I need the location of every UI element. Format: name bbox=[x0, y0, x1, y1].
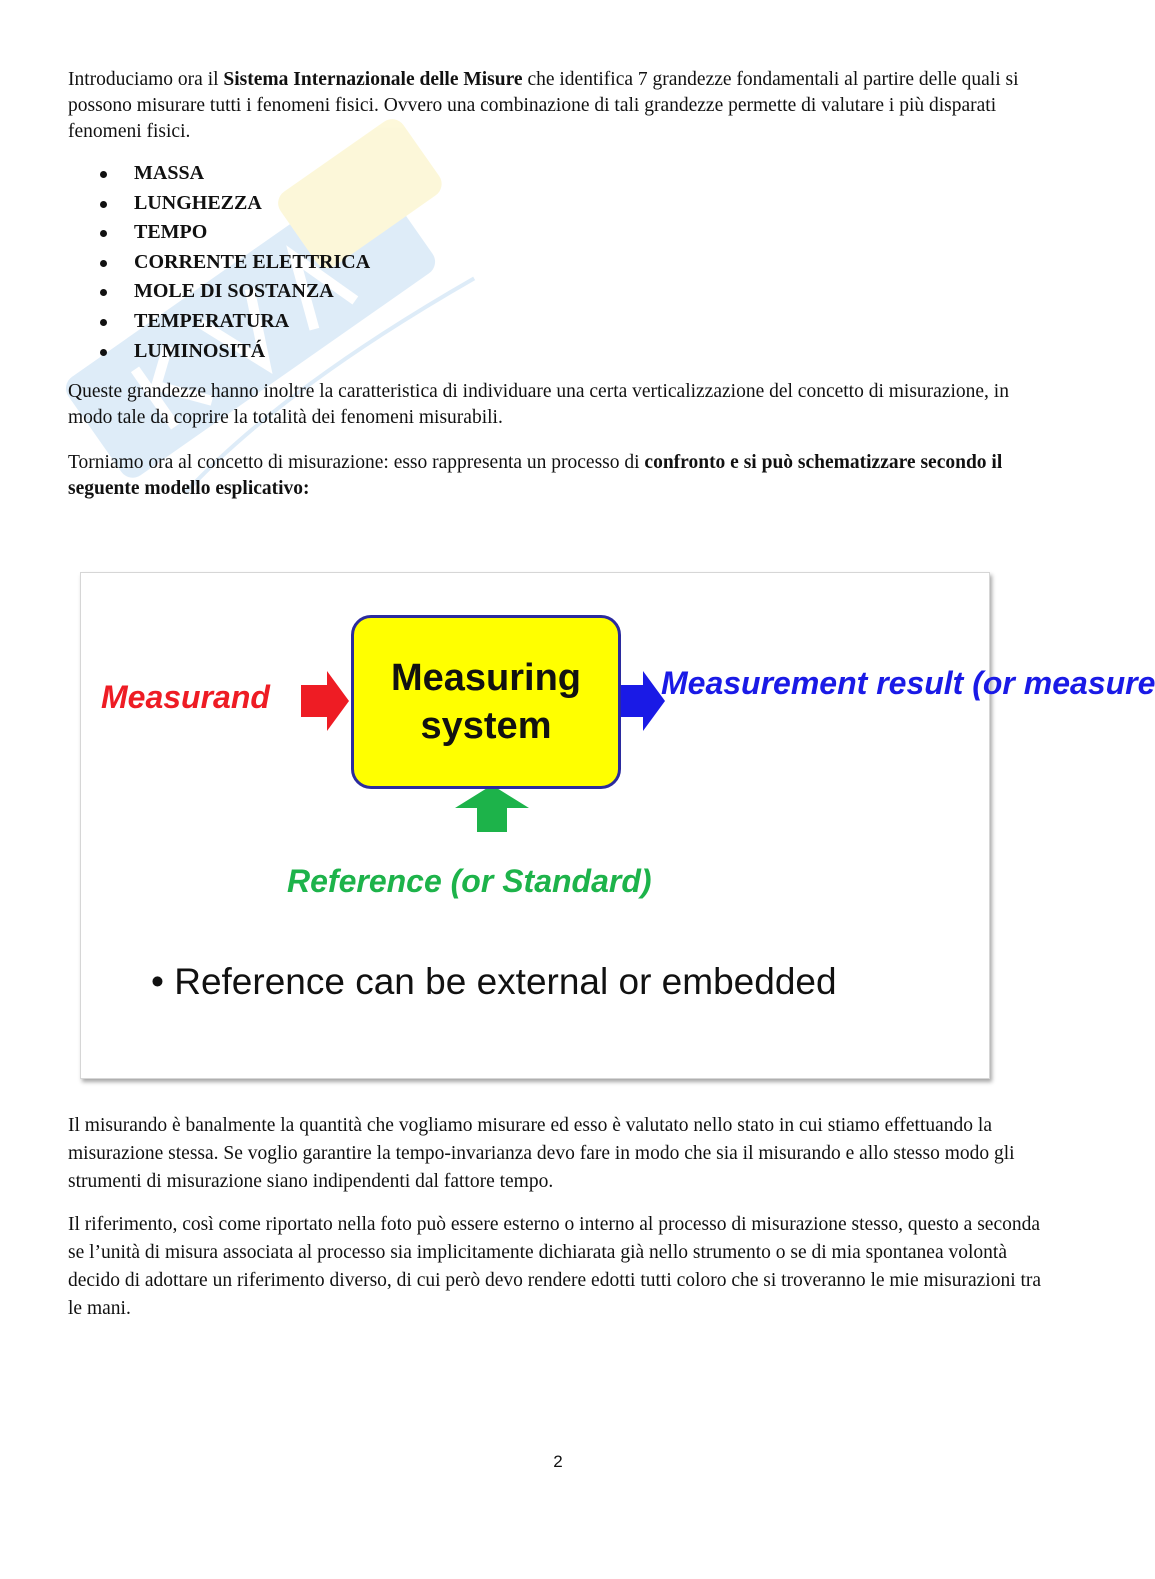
fundamental-quantities-list bbox=[100, 159, 370, 366]
bullet-icon bbox=[100, 289, 107, 296]
measurand-paragraph: Il misurando è banalmente la quantità che vogliamo misurare ed esso è valutato nello stato in cui stiamo effettuando la misurazione stessa. Se voglio garantire la tempo-invarianza devo fare in modo che sia il misurando e allo stesso modo gli strumenti di misurazione siano indipendenti dal fattore tempo. bbox=[68, 1115, 1015, 1192]
measurement-concept-paragraph: Torniamo ora al concetto di misurazione: esso rappresenta un processo di confronto e si può schematizzare secondo il seguente modello esplicativo: bbox=[68, 452, 1003, 499]
reference-note: • Reference can be external or embedded bbox=[151, 961, 837, 1002]
list-item: MOLE DI SOSTANZA bbox=[100, 277, 370, 307]
bullet-icon bbox=[100, 201, 107, 208]
bullet-icon bbox=[100, 230, 107, 237]
list-item: MASSA bbox=[100, 159, 370, 189]
blue-output-arrow bbox=[618, 671, 665, 731]
reference-paragraph: Il riferimento, così come riportato nella foto può essere esterno o interno al processo di misurazione stesso, questo a seconda se l’unità di misura associata al processo sia implicitamente dichiarata già nello strumento o se di mia spontanea volontà decido di adottare un riferimento diverso, di cui però devo rendere edotti tutti coloro che si troveranno le mie misurazioni tra le mani. bbox=[68, 1214, 1042, 1319]
list-item: LUNGHEZZA bbox=[100, 189, 370, 219]
measurement-result-label: Measurement result (or measure bbox=[661, 665, 1155, 701]
list-item: TEMPO bbox=[100, 218, 370, 248]
list-item: LUMINOSITÁ bbox=[100, 337, 370, 367]
si-term: Sistema Internazionale delle Misure bbox=[223, 69, 523, 90]
intro-paragraph: Introduciamo ora il Sistema Internazionale delle Misure che identifica 7 grandezze fondamentali al partire delle quali si possono misurare tutti i fenomeni fisici. Ovvero una combinazione di tali grandezze permette di valutare i più disparati fenomeni fisici. bbox=[68, 69, 1019, 142]
bullet-icon bbox=[100, 349, 107, 356]
measuring-system-label: Measuring system bbox=[390, 657, 582, 747]
measuring-system-box bbox=[351, 615, 621, 789]
measurand-label: Measurand bbox=[101, 679, 270, 715]
list-item: TEMPERATURA bbox=[100, 307, 370, 337]
verticalization-paragraph: Queste grandezze hanno inoltre la caratteristica di individuare una certa verticalizzazione del concetto di misurazione, in modo tale da coprire la totalità dei fenomeni misurabili. bbox=[68, 381, 1009, 428]
list-item: CORRENTE ELETTRICA bbox=[100, 248, 370, 278]
bullet-icon bbox=[100, 171, 107, 178]
red-input-arrow bbox=[301, 671, 349, 731]
bullet-icon bbox=[100, 260, 107, 267]
page-number: 2 bbox=[553, 1452, 563, 1471]
bullet-icon bbox=[100, 319, 107, 326]
measurement-model-diagram bbox=[80, 572, 1155, 1079]
reference-label: Reference (or Standard) bbox=[287, 863, 652, 899]
